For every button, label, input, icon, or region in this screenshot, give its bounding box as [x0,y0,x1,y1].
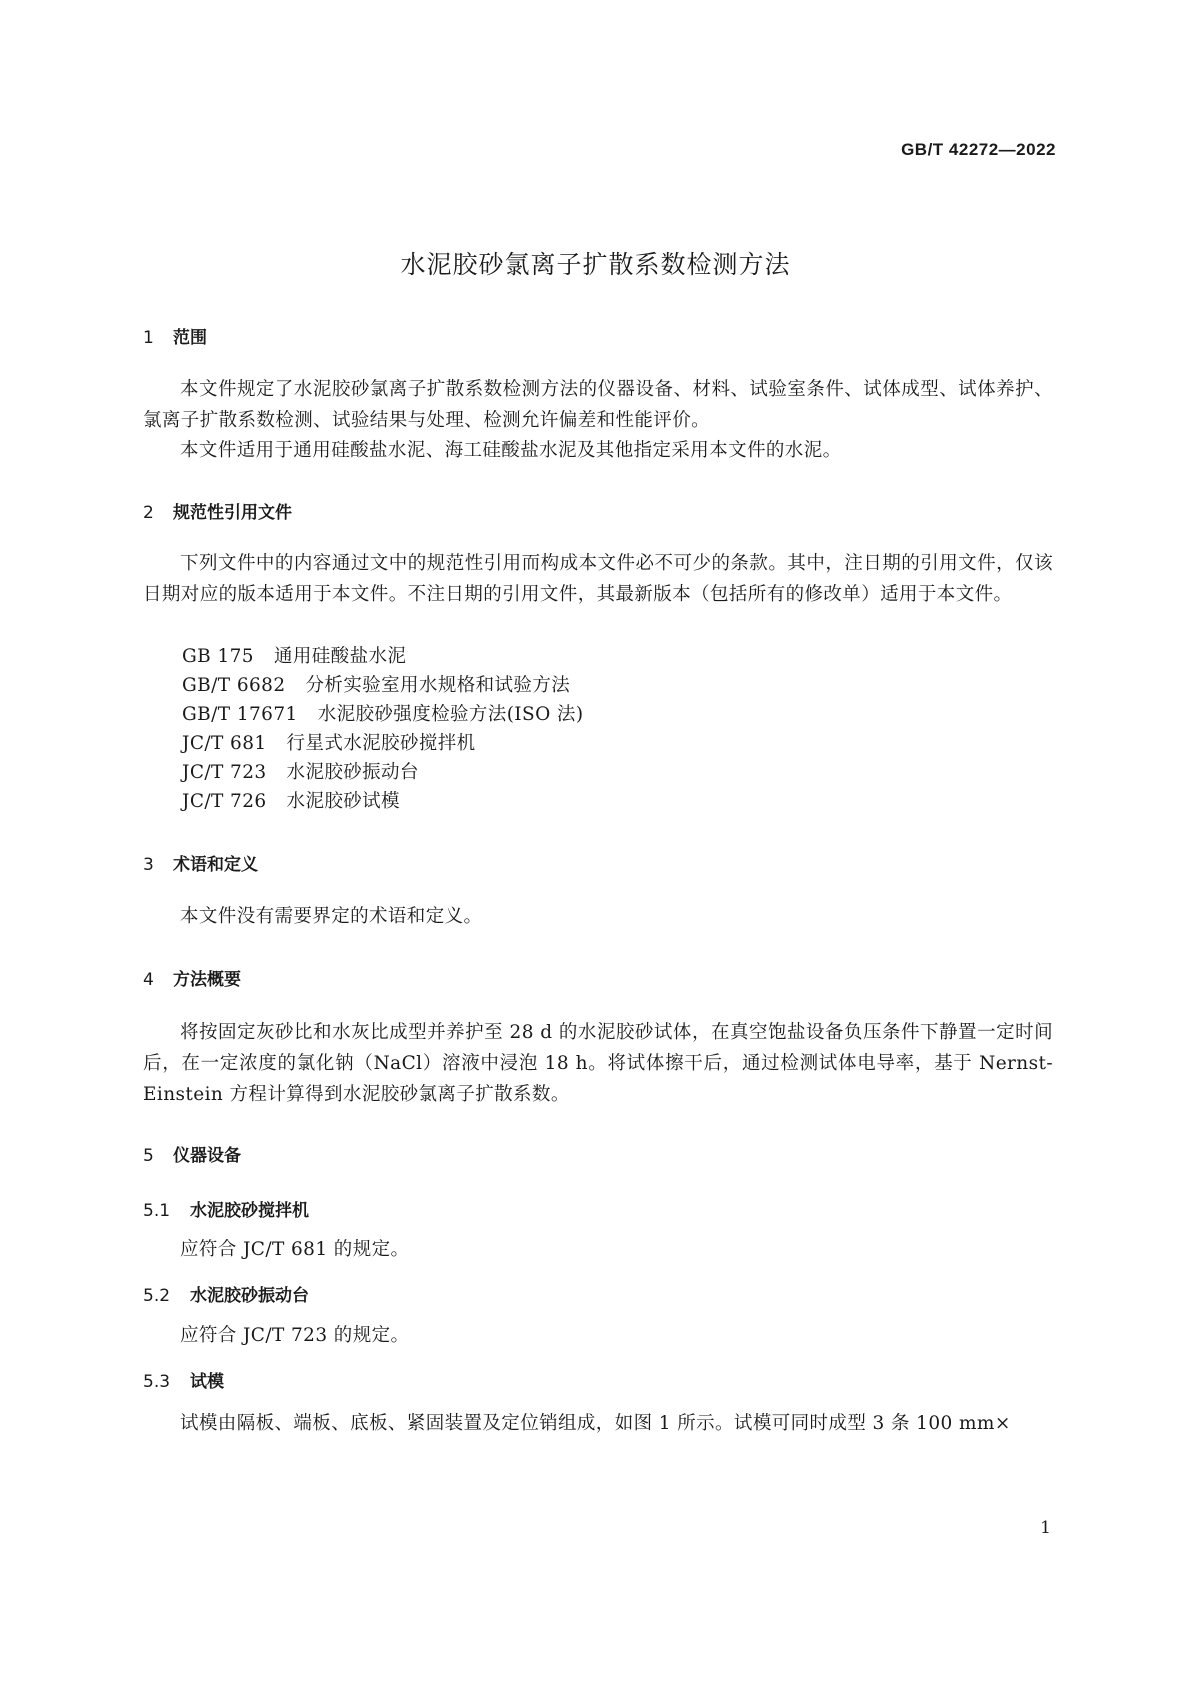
subsection-number: 5.3 [143,1372,171,1392]
subsection-5-1-paragraph: 应符合 JC/T 681 的规定。 [180,1239,410,1260]
reference-item [182,787,400,813]
reference-title: 行星式水泥胶砂搅拌机 [286,733,476,754]
reference-title: 水泥胶砂振动台 [286,762,419,783]
section-4-heading [143,965,241,990]
reference-code: JC/T 681 [182,733,267,754]
reference-title: 水泥胶砂试模 [286,791,400,812]
reference-code: GB/T 17671 [182,704,298,725]
reference-code: GB/T 6682 [182,675,286,696]
subsection-title: 水泥胶砂振动台 [190,1286,309,1306]
reference-code: JC/T 723 [182,762,267,783]
reference-item [182,642,406,668]
section-title: 仪器设备 [173,1146,241,1166]
subsection-number: 5.1 [143,1201,171,1221]
section-number: 5 [143,1146,154,1166]
section-4-paragraph-1: 将按固定灰砂比和水灰比成型并养护至 28 d 的水泥胶砂试体，在真空饱盐设备负压条件下静置一定时间后，在一定浓度的氯化钠（NaCl）溶液中浸泡 18 h。将试体擦干后，通过检测试体电导率，基于 Nernst-Einstein 方程计算得到水泥胶砂氯离子扩散系数。 [143,1022,1053,1105]
reference-title: 通用硅酸盐水泥 [273,646,407,667]
subsection-5-3-paragraph: 试模由隔板、端板、底板、紧固装置及定位销组成，如图 1 所示。试模可同时成型 3 条 100 mm× [180,1413,1011,1434]
section-number: 3 [143,855,154,875]
subsection-5-3-heading [143,1367,224,1392]
section-title: 术语和定义 [173,855,258,875]
subsection-5-2-heading [143,1281,309,1306]
reference-item [182,729,476,755]
section-title: 方法概要 [173,970,241,990]
subsection-title: 试模 [190,1372,224,1392]
section-2-heading [143,498,292,523]
section-1-paragraph-2: 本文件适用于通用硅酸盐水泥、海工硅酸盐水泥及其他指定采用本文件的水泥。 [180,440,842,461]
section-title: 范围 [173,328,207,348]
section-2-paragraph-1: 下列文件中的内容通过文中的规范性引用而构成本文件必不可少的条款。其中，注日期的引用文件，仅该日期对应的版本适用于本文件。不注日期的引用文件，其最新版本（包括所有的修改单）适用于本文件。 [143,553,1053,605]
section-3-heading [143,850,258,875]
page-number: 1 [1040,1518,1051,1538]
reference-code: JC/T 726 [182,791,267,812]
reference-item [182,700,583,726]
section-5-heading [143,1141,241,1166]
section-1-paragraph-1: 本文件规定了水泥胶砂氯离子扩散系数检测方法的仪器设备、材料、试验室条件、试体成型、试体养护、氯离子扩散系数检测、试验结果与处理、检测允许偏差和性能评价。 [143,379,1053,431]
section-3-paragraph-1: 本文件没有需要界定的术语和定义。 [180,906,483,927]
section-1-heading [143,323,207,348]
section-number: 1 [143,328,154,348]
section-title: 规范性引用文件 [173,503,292,523]
section-number: 2 [143,503,154,523]
subsection-5-2-paragraph: 应符合 JC/T 723 的规定。 [180,1325,410,1346]
subsection-number: 5.2 [143,1286,171,1306]
reference-code: GB 175 [182,646,254,667]
subsection-5-1-heading [143,1196,309,1221]
reference-item [182,758,419,784]
section-number: 4 [143,970,154,990]
reference-title: 分析实验室用水规格和试验方法 [305,675,571,696]
standard-number: GB/T 42272—2022 [901,140,1056,159]
document-title: 水泥胶砂氯离子扩散系数检测方法 [400,250,791,279]
reference-item [182,671,570,697]
subsection-title: 水泥胶砂搅拌机 [190,1201,309,1221]
reference-title: 水泥胶砂强度检验方法(ISO 法) [317,704,584,725]
